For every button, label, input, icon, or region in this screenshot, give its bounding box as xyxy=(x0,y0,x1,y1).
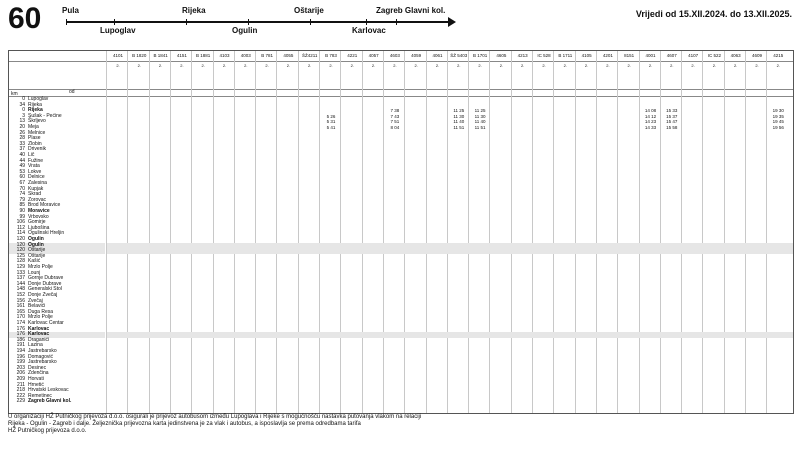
route-diagram xyxy=(62,6,452,42)
train-number: 4609 xyxy=(751,53,762,58)
station-name: Plase xyxy=(28,135,41,142)
train-number: B 1820 xyxy=(132,53,147,58)
station-name: Zagreb Glavni kol. xyxy=(28,398,72,405)
train-number: 4101 xyxy=(112,53,123,58)
station-km: 206 xyxy=(16,370,25,377)
station-km: 44 xyxy=(19,157,25,164)
station-name: Karlovac xyxy=(28,331,50,338)
station-km: 0 xyxy=(22,107,25,114)
station-name: Oštarije xyxy=(28,252,46,259)
station-km: 222 xyxy=(16,392,25,399)
station-name: Ogulinski Hreljin xyxy=(28,230,65,237)
train-number: 4605 xyxy=(496,53,507,58)
station-row xyxy=(9,399,105,405)
departure-time: 11 25 xyxy=(453,108,465,114)
station-km: 196 xyxy=(16,353,25,360)
station-km: 120 xyxy=(16,247,25,254)
station-name: Gornje Dubrave xyxy=(28,275,64,282)
station-name: Karlovac Centar xyxy=(28,320,64,326)
station-km: 176 xyxy=(16,325,25,332)
route-stop-karlovac: Karlovac xyxy=(352,26,386,35)
station-name: Jastrebarsko xyxy=(28,359,57,366)
departure-time: 7 38 xyxy=(390,108,400,114)
train-class: 2. xyxy=(627,63,631,68)
train-number: 4063 xyxy=(730,53,741,58)
station-km: 40 xyxy=(19,152,25,158)
train-number: IC 528 xyxy=(537,53,551,58)
station-km: 79 xyxy=(19,196,25,203)
departure-time: 11 40 xyxy=(474,119,486,125)
route-stop-pula: Pula xyxy=(62,6,79,15)
station-name: Desinec xyxy=(28,364,47,371)
route-stop-rijeka: Rijeka xyxy=(182,6,206,15)
od-header: od xyxy=(69,89,75,95)
train-number: 4061 xyxy=(432,53,443,58)
station-name: Kupjak xyxy=(28,185,44,192)
train-class: 2. xyxy=(137,63,141,68)
station-name: Zlobin xyxy=(28,140,42,147)
train-number: 4151 xyxy=(176,53,187,58)
train-number: 4603 xyxy=(389,53,400,58)
route-arrow-icon xyxy=(448,17,456,27)
station-name: Donje Zvečaj xyxy=(28,292,58,298)
departure-time: 5 26 xyxy=(326,113,336,119)
station-name: Zorovac xyxy=(28,196,47,203)
train-class: 2. xyxy=(734,63,738,68)
station-km: 20 xyxy=(19,124,25,130)
station-km: 3 xyxy=(22,112,25,119)
station-name: Vrata xyxy=(28,163,40,170)
departure-time: 15 47 xyxy=(666,119,678,125)
train-class: 2. xyxy=(776,63,780,68)
highlight-band xyxy=(107,332,793,338)
train-number: 4059 xyxy=(411,53,422,58)
station-name: Lič xyxy=(28,152,35,158)
route-stop-ostarije: Oštarije xyxy=(294,6,324,15)
train-class: 2. xyxy=(584,63,589,68)
train-class: 2. xyxy=(350,63,354,68)
departure-time: 11 25 xyxy=(474,108,486,114)
train-class: 2. xyxy=(286,63,291,68)
station-name: Horvati xyxy=(28,376,44,382)
station-km: 26 xyxy=(19,129,25,136)
time-grid xyxy=(107,97,793,413)
train-number: B 781 xyxy=(261,53,273,58)
departure-time: 8 04 xyxy=(390,125,400,130)
station-km: 218 xyxy=(16,387,25,394)
station-km: 229 xyxy=(16,398,25,405)
station-name: Mrzlo Polje xyxy=(28,264,53,270)
timetable xyxy=(8,50,794,414)
line-number: 60 xyxy=(8,2,42,35)
station-name: Zvečaj xyxy=(28,297,43,304)
train-number: B 1701 xyxy=(472,53,488,58)
train-class: 2. xyxy=(435,63,440,68)
departure-time: 14 23 xyxy=(644,119,657,125)
train-class: 2. xyxy=(670,63,674,68)
station-name: Skrad xyxy=(28,191,42,198)
train-number: 4221 xyxy=(347,53,358,58)
train-class: 2. xyxy=(691,63,695,68)
train-class: 2. xyxy=(563,63,567,68)
train-class: 2. xyxy=(201,63,205,68)
train-number: 4057 xyxy=(368,53,379,58)
station-km: 152 xyxy=(16,292,25,298)
departure-time: 7 51 xyxy=(390,119,400,125)
train-number: B 1881 xyxy=(196,53,211,58)
station-name: Oštarije xyxy=(28,247,46,254)
departure-time: 15 33 xyxy=(666,108,678,114)
train-class: 2. xyxy=(265,63,269,68)
station-km: 170 xyxy=(16,314,25,321)
station-km: 33 xyxy=(19,140,25,147)
train-number: 4105 xyxy=(581,53,592,58)
train-class: 2. xyxy=(648,63,653,68)
station-name: Ogulin xyxy=(28,241,44,248)
station-name: Jastrebarsko xyxy=(28,348,57,354)
station-name: Draganići xyxy=(28,336,50,343)
station-km: 112 xyxy=(17,224,25,231)
train-class: 2. xyxy=(457,63,461,68)
train-class: 2. xyxy=(414,63,418,68)
departure-time: 5 41 xyxy=(326,125,336,130)
station-km: 114 xyxy=(17,230,25,237)
train-number: 4107 xyxy=(688,53,699,58)
train-number: B 1841 xyxy=(153,53,168,58)
train-class: 2. xyxy=(478,63,482,68)
departure-time: 11 30 xyxy=(453,113,465,119)
station-km: 209 xyxy=(16,376,25,382)
station-km: 90 xyxy=(19,208,25,214)
departure-time: 11 51 xyxy=(453,125,465,130)
route-stop-lupoglav: Lupoglav xyxy=(100,26,136,35)
train-number: 4607 xyxy=(666,53,677,58)
train-number: B 1711 xyxy=(558,53,573,58)
station-name: Lokve xyxy=(28,168,42,175)
station-km: 211 xyxy=(17,381,25,388)
station-km: 133 xyxy=(16,269,25,276)
km-header: km xyxy=(11,91,18,97)
station-km: 128 xyxy=(16,258,25,265)
footer-note xyxy=(8,414,478,435)
station-name: Mrzlo Polje xyxy=(28,314,53,321)
departure-time: 19 30 xyxy=(772,108,784,114)
station-km: 120 xyxy=(16,241,25,248)
departure-time: 7 43 xyxy=(390,113,400,119)
station-name: Škrljevo xyxy=(28,118,46,125)
station-km: 99 xyxy=(19,213,25,220)
train-class: 2. xyxy=(222,63,227,68)
footer-line-1: U organizaciji HŽ Putničkog prijevoza d.o.o. osigurali je prijevoz autobusom između Lupoglava i Rijeke s mogućnošću nastavka putovanja vlakom na relaciji xyxy=(8,414,422,420)
train-number: 8151 xyxy=(624,53,635,58)
train-class: 2. xyxy=(244,63,248,68)
train-number: 4103 xyxy=(219,53,230,58)
train-number: IC 522 xyxy=(707,53,722,58)
route-stop-zagreb: Zagreb Glavni kol. xyxy=(376,6,446,15)
station-km: 85 xyxy=(19,202,25,209)
train-class: 2. xyxy=(329,63,333,68)
station-name: Fužine xyxy=(28,157,44,164)
station-name: Domagović xyxy=(28,353,54,360)
train-number: ŠŽ4211 xyxy=(301,53,318,58)
station-name: Belavići xyxy=(28,303,46,310)
station-name: Lupoglav xyxy=(28,96,49,102)
station-km: 34 xyxy=(19,101,25,108)
station-name: Sušak - Pećine xyxy=(28,112,62,119)
departure-time: 19 45 xyxy=(772,119,784,125)
station-name: Meja xyxy=(28,124,39,130)
train-class: 2. xyxy=(308,63,312,68)
station-km: 176 xyxy=(16,331,25,338)
departure-time: 14 08 xyxy=(644,108,657,114)
station-km: 148 xyxy=(16,286,25,293)
train-number: 4003 xyxy=(240,53,251,58)
station-km: 106 xyxy=(16,219,25,226)
station-km: 120 xyxy=(16,236,25,242)
station-name: Zalesina xyxy=(28,180,47,186)
station-km: 70 xyxy=(19,185,25,192)
footer-line-2: Rijeka - Ogulin - Zagreb i dalje. Željeznička prijevozna karta jedinstvena je za vlak i autobus, a isposlavlja se prema odredbama tarifa xyxy=(8,421,361,427)
departure-time: 15 58 xyxy=(666,125,678,130)
station-name: Melnice xyxy=(28,129,46,136)
station-km: 203 xyxy=(16,364,25,371)
departure-time: 11 40 xyxy=(453,119,465,125)
validity-period: Vrijedi od 15.XII.2024. do 13.XII.2025. xyxy=(635,9,792,19)
station-name: Remetinec xyxy=(28,392,52,399)
station-km: 49 xyxy=(19,163,25,170)
train-number: 4001 xyxy=(645,53,656,58)
train-class: 2. xyxy=(371,63,376,68)
station-name: Gomirje xyxy=(28,219,46,226)
departure-time: 11 51 xyxy=(474,125,486,130)
station-km: 191 xyxy=(16,342,25,349)
station-km: 144 xyxy=(16,280,25,287)
station-km: 28 xyxy=(19,135,25,142)
train-class: 2. xyxy=(158,63,163,68)
station-km: 186 xyxy=(16,336,25,343)
station-km: 67 xyxy=(19,180,25,186)
station-name: Generalski Stol xyxy=(28,286,62,293)
train-class: 2. xyxy=(116,63,120,68)
station-name: Ljubošina xyxy=(28,224,50,231)
station-name: Lazina xyxy=(28,342,43,349)
station-name: Kašić xyxy=(28,258,41,265)
station-name: Rijeka xyxy=(28,107,43,114)
station-km: 156 xyxy=(16,297,25,304)
station-km: 174 xyxy=(16,320,25,326)
station-km: 0 xyxy=(22,96,25,102)
train-class: 2. xyxy=(606,63,610,68)
route-line xyxy=(66,21,452,23)
station-km: 194 xyxy=(16,348,25,354)
station-name: Drivenik xyxy=(28,146,47,153)
departure-time: 15 37 xyxy=(666,113,678,119)
station-name: Karlovac xyxy=(28,325,50,332)
station-name: Ogulin xyxy=(28,236,44,242)
station-km: 74 xyxy=(19,191,25,198)
train-class: 2. xyxy=(499,63,504,68)
station-km: 53 xyxy=(19,168,25,175)
departure-time: 19 35 xyxy=(772,113,784,119)
station-km: 13 xyxy=(19,118,25,125)
train-number: ŠŽ 5403 xyxy=(450,53,468,58)
station-km: 165 xyxy=(16,308,25,315)
train-class: 2. xyxy=(180,63,184,68)
train-class: 2. xyxy=(542,63,546,68)
station-km: 137 xyxy=(16,275,25,282)
station-name: Moravice xyxy=(28,208,50,214)
station-name: Delnice xyxy=(28,174,45,181)
station-name: Hrvatski Leskovac xyxy=(28,387,69,394)
station-km: 125 xyxy=(16,252,25,259)
departure-time: 11 30 xyxy=(474,113,486,119)
station-name: Donje Dubrave xyxy=(28,280,62,287)
train-number: 4215 xyxy=(773,53,784,58)
station-name: Hrnetić xyxy=(28,381,44,388)
train-number: 4201 xyxy=(602,53,613,58)
route-stop-ogulin: Ogulin xyxy=(232,26,258,35)
departure-time: 14 12 xyxy=(644,113,657,119)
train-class: 2. xyxy=(755,63,759,68)
train-class: 2. xyxy=(393,63,397,68)
station-km: 37 xyxy=(19,146,25,153)
station-name: Lounj xyxy=(28,269,41,276)
footer-line-3: HŽ Putničkog prijevoza d.o.o. xyxy=(8,428,87,434)
highlight-band xyxy=(107,248,793,254)
station-name: Brod Moravice xyxy=(28,202,61,209)
station-km: 199 xyxy=(16,359,25,366)
departure-time: 5 31 xyxy=(326,119,336,125)
train-number: 4055 xyxy=(283,53,294,58)
station-name: Zdenčina xyxy=(28,370,49,377)
station-name: Duga Resa xyxy=(28,308,54,315)
station-km: 161 xyxy=(16,303,25,310)
train-class: 2. xyxy=(521,63,525,68)
station-km: 129 xyxy=(16,264,25,270)
station-name: Vrbovsko xyxy=(28,213,49,220)
station-name: Rijeka xyxy=(28,101,42,108)
train-class: 2. xyxy=(712,63,717,68)
train-number: 4213 xyxy=(517,53,528,58)
station-km: 60 xyxy=(19,174,25,181)
train-number: B 783 xyxy=(325,53,337,58)
departure-time: 19 56 xyxy=(772,125,784,130)
departure-time: 14 33 xyxy=(644,125,657,130)
